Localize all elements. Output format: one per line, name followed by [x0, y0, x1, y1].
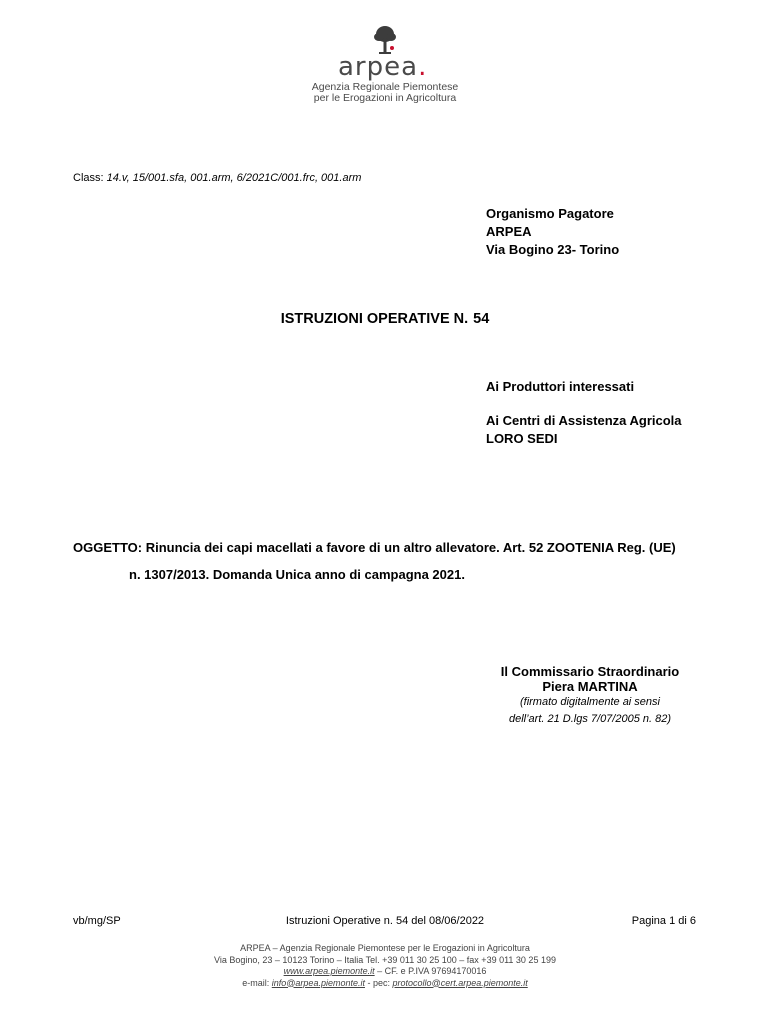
footer-page-number: Pagina 1 di 6	[631, 915, 696, 927]
contact-line1: ARPEA – Agenzia Regionale Piemontese per le Erogazioni in Agricoltura	[240, 943, 530, 953]
classification-line	[73, 172, 361, 184]
recipient-seats-line: LORO SEDI	[486, 431, 558, 446]
classification-label: Class:	[73, 172, 104, 184]
title-number: 54	[473, 311, 490, 327]
recipient-centers	[486, 412, 682, 448]
classification-value: 14.v, 15/001.sfa, 001.arm, 6/2021C/001.frc, 001.arm	[106, 172, 362, 184]
document-title	[0, 311, 770, 327]
vat-number: – CF. e P.IVA 97694170016	[377, 966, 487, 976]
footer-document-ref: Istruzioni Operative n. 54 del 08/06/2022	[285, 915, 485, 927]
email-link[interactable]: info@arpea.piemonte.it	[271, 977, 365, 988]
logo-subtitle-line2: per le Erogazioni in Agricoltura	[313, 92, 457, 104]
signature-note-line1: (firmato digitalmente ai sensi	[519, 696, 660, 708]
recipient-centers-line: Ai Centri di Assistenza Agricola	[486, 413, 682, 428]
sender-address	[486, 205, 619, 259]
subject-line1: OGGETTO: Rinuncia dei capi macellati a favore di un altro allevatore. Art. 52 ZOOTENIA Reg. (UE)	[73, 540, 676, 555]
agency-contact-info	[160, 943, 610, 989]
logo-subtitle-line1: Agenzia Regionale Piemontese	[311, 81, 459, 93]
signer-name: Piera MARTINA	[542, 679, 638, 694]
address-line2: ARPEA	[486, 224, 532, 239]
logo-wordmark: arpea.	[338, 52, 428, 82]
title-text: ISTRUZIONI OPERATIVE N.	[280, 311, 469, 327]
contact-line2: Via Bogino, 23 – 10123 Torino – Italia Tel. +39 011 30 25 100 – fax +39 011 30 25 199	[214, 954, 556, 965]
pec-link[interactable]: protocollo@cert.arpea.piemonte.it	[392, 977, 528, 988]
address-line1: Organismo Pagatore	[486, 206, 614, 221]
website-link[interactable]: www.arpea.piemonte.it	[283, 966, 375, 976]
subject-line2: n. 1307/2013. Domanda Unica anno di campagna 2021.	[129, 567, 465, 582]
footer-initials: vb/mg/SP	[73, 915, 121, 927]
email-label: e-mail:	[242, 977, 270, 988]
contact-line4	[160, 978, 610, 990]
logo-dot: .	[418, 52, 428, 82]
contact-line3	[160, 966, 610, 978]
recipient-producers: Ai Produttori interessati	[486, 379, 635, 394]
pec-label: - pec:	[367, 977, 391, 988]
signer-role: Il Commissario Straordinario	[500, 664, 680, 679]
signature-note-line2: dell’art. 21 D.lgs 7/07/2005 n. 82)	[508, 713, 672, 725]
signature-block	[470, 664, 710, 728]
logo-subtitle	[300, 82, 470, 104]
address-line3: Via Bogino 23- Torino	[486, 242, 620, 257]
